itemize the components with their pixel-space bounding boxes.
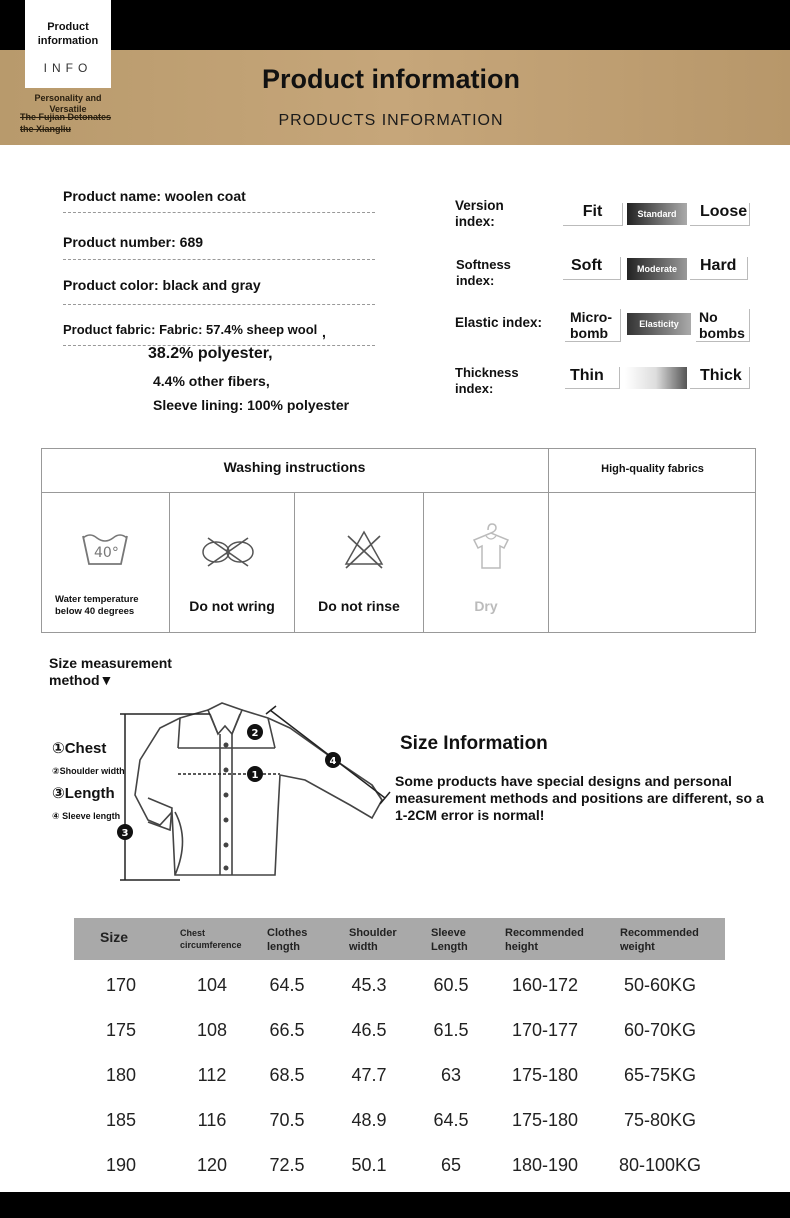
table-cell: 175 xyxy=(105,1020,137,1040)
washing-title: Washing instructions xyxy=(223,459,366,475)
no-bleach-icon xyxy=(342,528,386,570)
table-cell: 180 xyxy=(105,1065,137,1085)
page-subtitle: PRODUCTS INFORMATION xyxy=(278,112,504,129)
wash-temp-text: 40° xyxy=(94,545,119,561)
product-fabric-2: 38.2% polyester, xyxy=(148,345,273,362)
header-card-sub: INFO xyxy=(43,61,93,75)
table-cell: 65-75KG xyxy=(623,1065,697,1085)
size-info-title: Size Information xyxy=(400,733,548,754)
product-number: Product number: 689 xyxy=(63,234,204,250)
wash-label-temp: Water temperature below 40 degrees xyxy=(55,594,139,617)
shirt-diagram xyxy=(110,700,395,885)
marker-length: 3 xyxy=(121,828,129,839)
elastic-mid: Elasticity xyxy=(627,313,691,335)
table-cell: 48.9 xyxy=(351,1110,387,1130)
table-cell: 104 xyxy=(196,975,228,995)
table-cell: 175-180 xyxy=(511,1065,579,1085)
hang-dry-icon xyxy=(470,522,512,572)
table-cell: 72.5 xyxy=(269,1155,305,1175)
header-card-title: Product information xyxy=(37,21,99,47)
table-cell: 47.7 xyxy=(351,1065,387,1085)
version-index-label: Version index: xyxy=(455,198,504,229)
table-cell: 68.5 xyxy=(269,1065,305,1085)
size-method-title: Size measurement method▼ xyxy=(49,655,172,688)
table-cell: 45.3 xyxy=(351,975,387,995)
wash-label-wring: Do not wring xyxy=(189,598,275,614)
header-card xyxy=(25,0,111,88)
marker-chest: 1 xyxy=(251,770,259,781)
table-cell: 66.5 xyxy=(269,1020,305,1040)
header-black-bar xyxy=(0,0,790,50)
th-chest: Chest circumference xyxy=(180,928,242,950)
marker-shoulder: 2 xyxy=(251,728,259,739)
thickness-mid xyxy=(625,367,687,389)
softness-left: Soft xyxy=(563,257,621,280)
table-cell: 175-180 xyxy=(511,1110,579,1130)
version-right: Loose xyxy=(690,203,750,226)
table-cell: 60.5 xyxy=(433,975,469,995)
no-wring-icon xyxy=(200,535,256,569)
thickness-index-label: Thickness index: xyxy=(455,365,519,396)
divider xyxy=(63,212,375,213)
table-cell: 50-60KG xyxy=(623,975,697,995)
wash-40-icon xyxy=(80,530,130,568)
table-cell: 63 xyxy=(440,1065,462,1085)
table-cell: 160-172 xyxy=(511,975,579,995)
legend-sleeve: ④ Sleeve length xyxy=(52,811,121,821)
product-color: Product color: black and gray xyxy=(63,277,261,293)
product-name: Product name: woolen coat xyxy=(63,188,246,204)
table-cell: 116 xyxy=(197,1110,227,1130)
th-weight: Recommended weight xyxy=(620,927,699,953)
elastic-index-label: Elastic index: xyxy=(455,315,543,330)
table-cell: 64.5 xyxy=(269,975,305,995)
table-cell: 170-177 xyxy=(511,1020,579,1040)
table-cell: 112 xyxy=(197,1065,227,1085)
th-shoulder: Shoulder width xyxy=(349,927,397,953)
divider xyxy=(63,304,375,305)
table-rule xyxy=(41,492,756,493)
softness-right: Hard xyxy=(690,257,748,280)
table-cell: 180-190 xyxy=(511,1155,579,1175)
softness-index-label: Softness index: xyxy=(456,257,511,288)
product-fabric-4: Sleeve lining: 100% polyester xyxy=(153,397,350,413)
elastic-left: Micro-bomb xyxy=(565,309,621,342)
fabric-comma: , xyxy=(322,324,326,340)
table-cell: 190 xyxy=(105,1155,137,1175)
table-cell: 70.5 xyxy=(269,1110,305,1130)
legend-chest: ①Chest xyxy=(52,740,107,757)
elastic-right: No bombs xyxy=(696,309,750,342)
legend-shoulder: ②Shoulder width xyxy=(52,766,125,776)
wash-label-dry: Dry xyxy=(474,598,498,614)
product-fabric: Product fabric: Fabric: 57.4% sheep wool xyxy=(63,322,318,337)
table-cell: 75-80KG xyxy=(623,1110,697,1130)
product-fabric-3: 4.4% other fibers, xyxy=(153,373,270,389)
table-cell: 60-70KG xyxy=(623,1020,697,1040)
footer-black-bar xyxy=(0,1192,790,1218)
table-cell: 80-100KG xyxy=(618,1155,702,1175)
page-title: Product information xyxy=(262,64,520,94)
th-sleeve: Sleeve Length xyxy=(431,927,468,953)
size-info-text: Some products have special designs and personal measurement methods and positions are different, so a 1-2CM error is normal! xyxy=(395,773,764,823)
table-cell: 64.5 xyxy=(433,1110,469,1130)
table-cell: 46.5 xyxy=(351,1020,387,1040)
th-height: Recommended height xyxy=(505,927,584,953)
thickness-left: Thin xyxy=(565,367,620,389)
table-rule xyxy=(548,448,549,633)
table-cell: 108 xyxy=(196,1020,228,1040)
th-clothes-length: Clothes length xyxy=(267,927,308,953)
fabrics-title: High-quality fabrics xyxy=(601,463,704,475)
divider xyxy=(63,259,375,260)
table-cell: 61.5 xyxy=(433,1020,469,1040)
header-tag-strike: The Fujian Detonates the Xiangliu xyxy=(20,112,112,134)
table-cell: 170 xyxy=(105,975,137,995)
table-cell: 65 xyxy=(440,1155,462,1175)
version-mid: Standard xyxy=(627,203,687,225)
wash-label-rinse: Do not rinse xyxy=(318,598,400,614)
thickness-right: Thick xyxy=(690,367,750,389)
table-cell: 50.1 xyxy=(351,1155,387,1175)
version-left: Fit xyxy=(563,203,623,226)
marker-sleeve: 4 xyxy=(329,756,337,767)
legend-length: ③Length xyxy=(52,785,115,802)
th-size: Size xyxy=(100,929,129,945)
header-tag: Personality and Versatile xyxy=(34,93,102,114)
table-cell: 185 xyxy=(105,1110,137,1130)
table-cell: 120 xyxy=(196,1155,228,1175)
softness-mid: Moderate xyxy=(627,258,687,280)
